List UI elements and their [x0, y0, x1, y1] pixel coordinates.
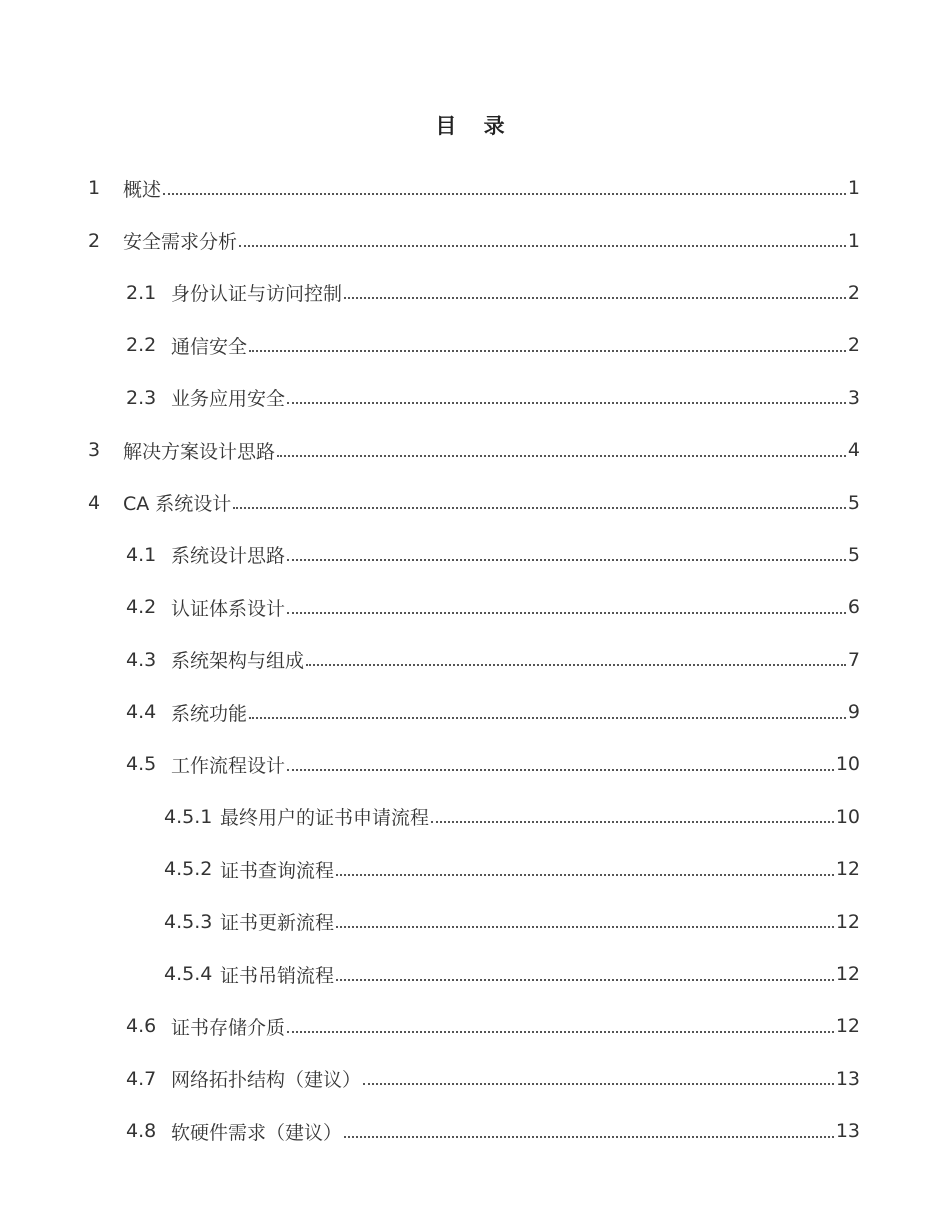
toc-entry-page: 1 — [847, 229, 860, 252]
toc-entry-page: 5 — [847, 543, 860, 566]
toc-entry-title: 工作流程设计 — [171, 754, 286, 777]
toc-entry-title: 软硬件需求（建议） — [171, 1121, 343, 1144]
toc-entry-page: 9 — [847, 701, 860, 724]
toc-entry-page: 12 — [835, 1015, 860, 1038]
toc-entry-title: 网络拓扑结构（建议） — [171, 1069, 362, 1092]
toc-dot-leader — [287, 401, 846, 404]
toc-entry[interactable] — [0, 476, 950, 528]
toc-dot-leader — [306, 663, 846, 666]
toc-entry-number: 4.4 — [126, 701, 157, 724]
toc-dot-leader — [336, 925, 834, 928]
toc-entry[interactable] — [0, 738, 950, 790]
toc-entry-page: 7 — [847, 648, 860, 671]
toc-dot-leader — [336, 978, 834, 981]
toc-entry[interactable] — [0, 686, 950, 738]
toc-entry[interactable] — [0, 1105, 950, 1157]
table-of-contents — [0, 162, 950, 1157]
toc-entry-number: 4.5 — [126, 753, 157, 776]
toc-dot-leader — [287, 768, 834, 771]
toc-entry-page: 10 — [835, 805, 860, 828]
toc-entry[interactable] — [0, 1053, 950, 1105]
toc-dot-leader — [336, 873, 834, 876]
toc-entry-title: 证书吊销流程 — [220, 964, 335, 987]
toc-entry[interactable] — [0, 267, 950, 319]
toc-entry-page: 10 — [835, 753, 860, 776]
toc-entry-number: 4.2 — [126, 596, 157, 619]
toc-entry-title: 证书存储介质 — [171, 1016, 286, 1039]
toc-entry[interactable] — [0, 581, 950, 633]
toc-entry[interactable] — [0, 1000, 950, 1052]
toc-entry-title: 身份认证与访问控制 — [171, 283, 343, 306]
toc-entry-title: 系统架构与组成 — [171, 650, 305, 673]
toc-dot-leader — [287, 558, 846, 561]
toc-entry-number: 4.5.4 — [164, 963, 213, 986]
toc-entry-number: 4 — [88, 491, 101, 514]
toc-entry-title: 概述 — [123, 178, 162, 201]
toc-entry-title: 业务应用安全 — [171, 388, 286, 411]
toc-entry[interactable] — [0, 424, 950, 476]
toc-dot-leader — [233, 506, 846, 509]
toc-entry[interactable] — [0, 529, 950, 581]
toc-dot-leader — [277, 454, 846, 457]
toc-entry[interactable] — [0, 372, 950, 424]
toc-entry[interactable] — [0, 791, 950, 843]
toc-entry-number: 4.8 — [126, 1120, 157, 1143]
toc-entry-number: 4.5.2 — [164, 858, 213, 881]
toc-entry[interactable] — [0, 948, 950, 1000]
toc-dot-leader — [249, 716, 846, 719]
toc-entry-title: 安全需求分析 — [123, 231, 238, 254]
toc-dot-leader — [239, 244, 846, 247]
toc-entry-title: CA 系统设计 — [123, 493, 232, 516]
toc-dot-leader — [287, 611, 846, 614]
toc-entry-page: 6 — [847, 596, 860, 619]
toc-entry-page: 13 — [835, 1067, 860, 1090]
toc-entry-number: 3 — [88, 439, 101, 462]
toc-entry-page: 3 — [847, 386, 860, 409]
toc-entry-title: 证书更新流程 — [220, 912, 335, 935]
toc-entry[interactable] — [0, 214, 950, 266]
toc-entry-page: 12 — [835, 910, 860, 933]
toc-entry-title: 通信安全 — [171, 335, 248, 358]
toc-entry-number: 4.1 — [126, 543, 157, 566]
toc-entry[interactable] — [0, 843, 950, 895]
toc-entry[interactable] — [0, 162, 950, 214]
toc-dot-leader — [344, 296, 846, 299]
toc-entry-number: 2 — [88, 229, 101, 252]
toc-entry-page: 5 — [847, 491, 860, 514]
toc-entry[interactable] — [0, 634, 950, 686]
toc-entry-number: 1 — [88, 177, 101, 200]
toc-dot-leader — [363, 1082, 834, 1085]
toc-dot-leader — [344, 1135, 834, 1138]
toc-entry-title: 认证体系设计 — [171, 597, 286, 620]
toc-entry-number: 4.7 — [126, 1067, 157, 1090]
toc-entry-title: 系统功能 — [171, 702, 248, 725]
toc-entry-number: 4.6 — [126, 1015, 157, 1038]
toc-entry-page: 2 — [847, 334, 860, 357]
toc-entry-page: 2 — [847, 281, 860, 304]
toc-entry-page: 12 — [835, 963, 860, 986]
toc-entry[interactable] — [0, 895, 950, 947]
toc-entry-page: 13 — [835, 1120, 860, 1143]
toc-entry-number: 4.5.3 — [164, 910, 213, 933]
toc-entry-title: 解决方案设计思路 — [123, 440, 276, 463]
toc-dot-leader — [163, 192, 846, 195]
toc-entry-number: 2.3 — [126, 386, 157, 409]
toc-dot-leader — [249, 349, 846, 352]
toc-entry-number: 4.5.1 — [164, 805, 213, 828]
toc-dot-leader — [431, 820, 834, 823]
toc-entry-title: 证书查询流程 — [220, 859, 335, 882]
toc-entry-page: 1 — [847, 177, 860, 200]
toc-entry-title: 最终用户的证书申请流程 — [220, 807, 430, 830]
toc-dot-leader — [287, 1030, 834, 1033]
toc-entry-number: 4.3 — [126, 648, 157, 671]
toc-entry-page: 12 — [835, 858, 860, 881]
toc-entry[interactable] — [0, 319, 950, 371]
toc-entry-number: 2.2 — [126, 334, 157, 357]
toc-entry-page: 4 — [847, 439, 860, 462]
toc-entry-title: 系统设计思路 — [171, 545, 286, 568]
page-title: 目 录 — [435, 114, 515, 138]
toc-entry-number: 2.1 — [126, 281, 157, 304]
